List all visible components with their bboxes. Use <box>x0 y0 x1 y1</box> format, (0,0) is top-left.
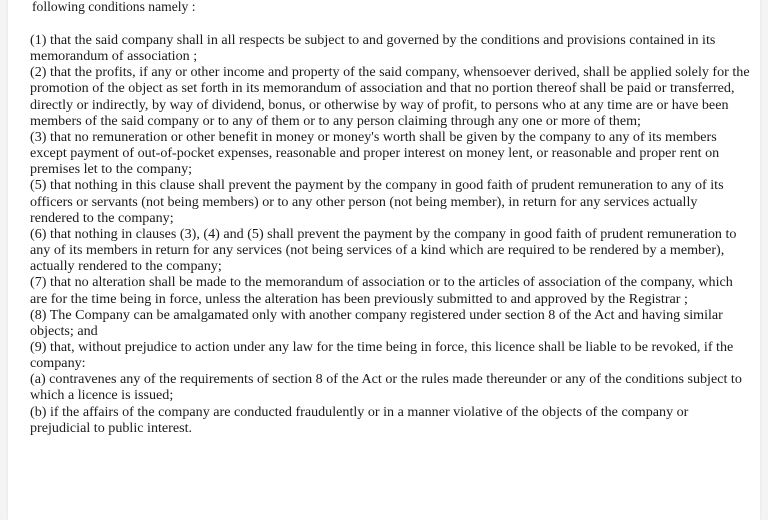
clause-8: (8) The Company can be amalgamated only with another company registered under section 8 of the Act and having similar objects; and <box>30 306 723 339</box>
clause-2: (2) that the profits, if any or other income and property of the said company, whensoever derived, shall be applied solely for the promotion of the object as set forth in its memorandum of association and that no portion thereof shall be paid or transferred, directly or indirectly, by way of dividend, bonus, or otherwise by way of profit, to persons who at any time are or have been members of the said company or to any of them or to any person claiming through any one or more of them; <box>30 64 750 129</box>
clause-7: (7) that no alteration shall be made to the memorandum of association or to the articles of association of the company, which are for the time being in force, unless the alteration has been previously submitted to and approved by the Registrar ; <box>30 274 733 307</box>
clause-9b: (b) if the affairs of the company are conducted fraudulently or in a manner violative of the objects of the company or prejudicial to public interest. <box>30 403 689 436</box>
clause-9: (9) that, without prejudice to action under any law for the time being in force, this licence shall be liable to be revoked, if the company: <box>30 338 734 372</box>
intro-line: following conditions namely : <box>32 0 196 14</box>
clause-1: (1) that the said company shall in all respects be subject to and governed by the conditions and provisions contained in its memorandum of association ; <box>30 32 716 65</box>
clause-list <box>30 32 750 436</box>
clause-5: (5) that nothing in this clause shall prevent the payment by the company in good faith of prudent remuneration to any of its officers or servants (not being members) or to any other person (not being member), in return for any services actually rendered to the company; <box>30 177 724 226</box>
clause-3: (3) that no remuneration or other benefit in money or money's worth shall be given by the company to any of its members except payment of out-of-pocket expenses, reasonable and proper interest on money lent, or reasonable and proper rent on premises let to the company; <box>30 128 720 178</box>
document-page <box>8 0 760 520</box>
clause-6: (6) that nothing in clauses (3), (4) and (5) shall prevent the payment by the company in good faith of prudent remuneration to any of its members in return for any services (not being services of a kind which are required to be rendered by a member), actually rendered to the company; <box>30 225 737 275</box>
clause-9a: (a) contravenes any of the requirements of section 8 of the Act or the rules made thereunder or any of the conditions subject to which a licence is issued; <box>30 371 742 404</box>
